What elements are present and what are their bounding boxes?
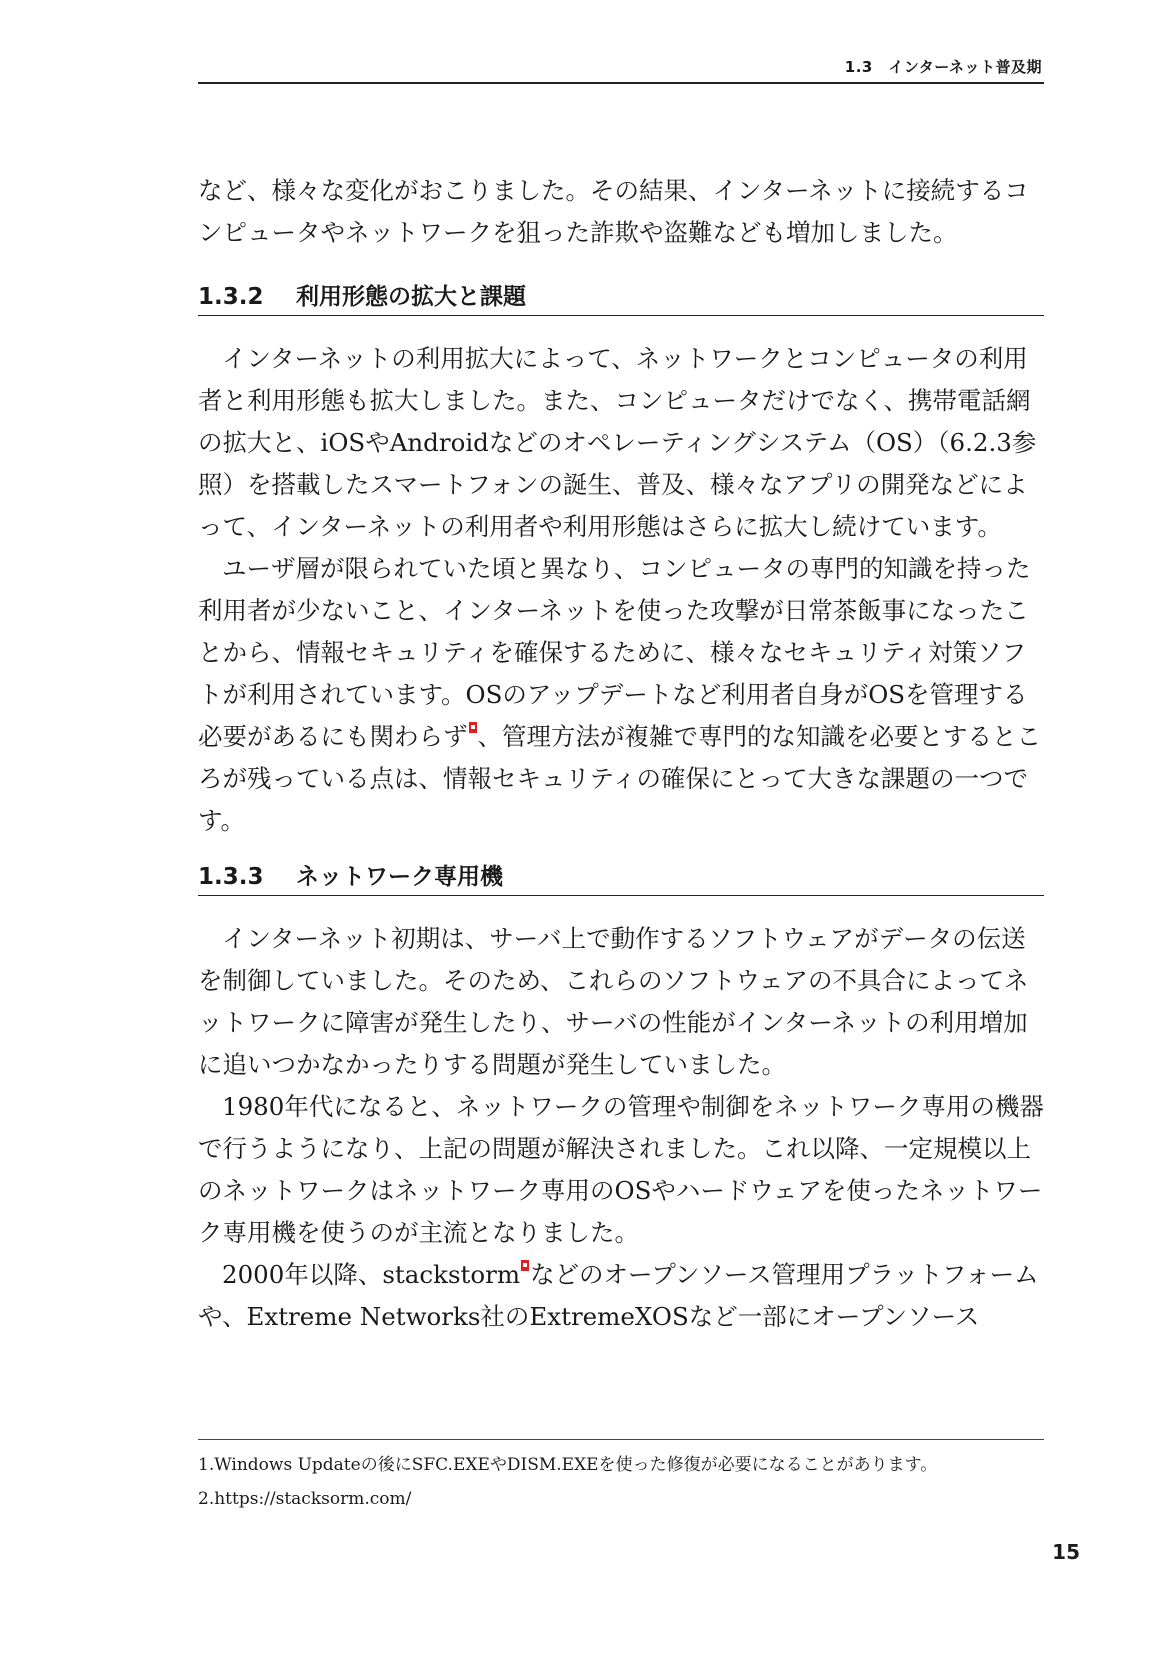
header-rule bbox=[198, 82, 1044, 84]
section-1-3-2-paragraph-2 bbox=[198, 548, 1044, 842]
page-number: 15 bbox=[1052, 1540, 1080, 1564]
footnote-rule bbox=[198, 1439, 1044, 1440]
footnote-2: 2.https://stacksorm.com/ bbox=[198, 1489, 412, 1509]
footnote-1: 1.Windows Updateの後にSFC.EXEやDISM.EXEを使った修復が必要になることがあります。 bbox=[198, 1455, 938, 1475]
footnote-marker-2-icon[interactable] bbox=[521, 1260, 529, 1271]
section-title: ネットワーク専用機 bbox=[296, 864, 503, 890]
section-1-3-3-paragraph-1: インターネット初期は、サーバ上で動作するソフトウェアがデータの伝送を制御していました。そのため、これらのソフトウェアの不具合によってネットワークに障害が発生したり、サーバの性能がインターネットの利用増加に追いつかなかったりする問題が発生していました。 bbox=[198, 924, 1029, 1079]
section-number: 1.3.3 bbox=[198, 864, 264, 890]
intro-paragraph: など、様々な変化がおこりました。その結果、インターネットに接続するコンピュータやネットワークを狙った詐欺や盗難なども増加しました。 bbox=[198, 176, 1029, 247]
paragraph-text: ユーザ層が限られていた頃と異なり、コンピュータの専門的知識を持った利用者が少ないこと、インターネットを使った攻撃が日常茶飯事になったことから、情報セキュリティを確保するために、様々なセキュリティ対策ソフトが利用されています。OSのアップデートなど利用者自身がOSを管理する必要があるにも関わらず bbox=[198, 554, 1031, 751]
section-1-3-3-paragraph-3 bbox=[198, 1254, 1044, 1338]
footnote-marker-1-icon[interactable] bbox=[469, 722, 477, 733]
paragraph-text: 、管理方法が複雑で専門的な知識を必要とするところが残っている点は、情報セキュリティの確保にとって大きな課題の一つです。 bbox=[198, 722, 1041, 835]
section-1-3-3-paragraph-2: 1980年代になると、ネットワークの管理や制御をネットワーク専用の機器で行うようになり、上記の問題が解決されました。これ以降、一定規模以上のネットワークはネットワーク専用のOSやハードウェアを使ったネットワーク専用機を使うのが主流となりました。 bbox=[198, 1092, 1044, 1247]
section-heading-1-3-3 bbox=[198, 862, 1044, 896]
paragraph-text: などのオープンソース管理用プラットフォームや、Extreme Networks社のExtremeXOSなど一部にオープンソース bbox=[198, 1260, 1039, 1331]
section-title: 利用形態の拡大と課題 bbox=[296, 284, 526, 310]
section-heading-1-3-2 bbox=[198, 282, 1044, 316]
running-header: 1.3 インターネット普及期 bbox=[844, 58, 1042, 76]
section-number: 1.3.2 bbox=[198, 284, 264, 310]
section-1-3-2-paragraph-1: インターネットの利用拡大によって、ネットワークとコンピュータの利用者と利用形態も拡大しました。また、コンピュータだけでなく、携帯電話網の拡大と、iOSやAndroidなどのオペレーティングシステム（OS）（6.2.3参照）を搭載したスマートフォンの誕生、普及、様々なアプリの開発などによって、インターネットの利用者や利用形態はさらに拡大し続けています。 bbox=[198, 344, 1037, 541]
paragraph-text: 2000年以降、stackstorm bbox=[222, 1260, 521, 1289]
